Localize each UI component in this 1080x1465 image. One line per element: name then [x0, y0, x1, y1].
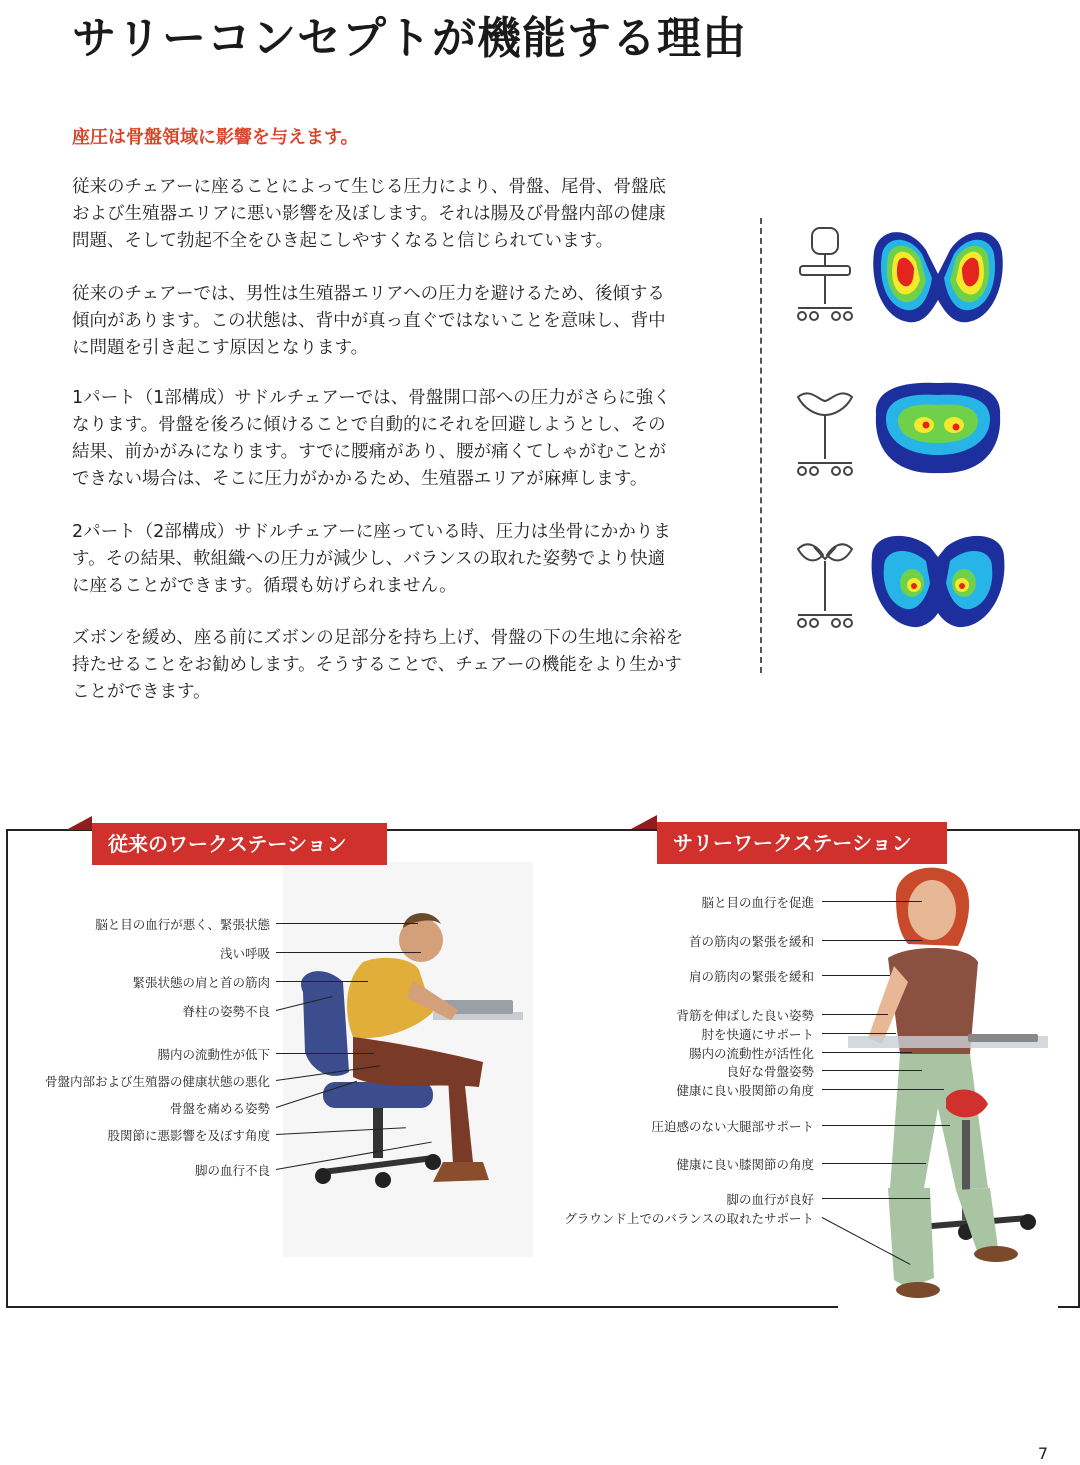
saddle-chair-icon	[790, 375, 860, 483]
paragraph-2	[72, 281, 742, 362]
section-subtitle: 座圧は骨盤領域に影響を与えます。	[72, 127, 359, 148]
right-label: 圧迫感のない大腿部サポート	[651, 1119, 814, 1134]
page-title: サリーコンセプトが機能する理由	[72, 13, 747, 64]
split-saddle-chair-icon	[790, 527, 860, 635]
page-number: 7	[1037, 1444, 1048, 1463]
right-label: 肘を快適にサポート	[701, 1027, 814, 1042]
paragraph-5	[72, 625, 742, 706]
right-label: 脚の血行が良好	[726, 1192, 814, 1207]
left-label: 骨盤を痛める姿勢	[169, 1101, 270, 1116]
right-label: 脳と目の血行を促進	[701, 895, 814, 910]
text-line: できない場合は、そこに圧力がかかるため、生殖器エリアが麻痺します。	[72, 469, 648, 489]
leader-line	[822, 1052, 912, 1053]
text-line: なります。骨盤を後ろに傾けることで自動的にそれを回避しようとし、その	[72, 415, 666, 435]
leader-line	[822, 1163, 926, 1164]
paragraph-1	[72, 174, 742, 255]
left-label: 脚の血行不良	[194, 1163, 270, 1178]
pressure-map-icon	[868, 527, 1008, 635]
banner-tab	[631, 815, 657, 829]
right-label: 良好な骨盤姿勢	[726, 1064, 814, 1079]
text-line: 問題、そして勃起不全をひき起こしやすくなると信じられています。	[72, 231, 614, 251]
text-line: 持たせることをお勧めします。そうすることで、チェアーの機能をより生かす	[72, 655, 682, 675]
left-label: 骨盤内部および生殖器の健康状態の悪化	[44, 1074, 270, 1089]
chair-icon	[790, 222, 860, 330]
leader-line	[822, 1125, 950, 1126]
text-line: 従来のチェアーでは、男性は生殖器エリアへの圧力を避けるため、後傾する	[72, 284, 665, 304]
right-label: 腸内の流動性が活性化	[688, 1046, 814, 1061]
left-label: 腸内の流動性が低下	[157, 1047, 270, 1062]
left-label: 浅い呼吸	[219, 946, 270, 961]
pressure-row-one-part-saddle	[790, 375, 1020, 485]
left-label: 脊柱の姿勢不良	[182, 1004, 270, 1019]
right-label: 背筋を伸ばした良い姿勢	[676, 1008, 814, 1023]
salli-workstation-banner: サリーワークステーション	[657, 822, 947, 864]
text-line: 2パート（2部構成）サドルチェアーに座っている時、圧力は坐骨にかかりま	[72, 522, 671, 542]
left-label: 股関節に悪影響を及ぼす角度	[107, 1128, 270, 1143]
banner-tab	[66, 816, 92, 830]
text-line: 1パート（1部構成）サドルチェアーでは、骨盤開口部への圧力がさらに強く	[72, 388, 671, 408]
leader-line	[276, 1053, 374, 1054]
pressure-row-standard	[790, 222, 1020, 332]
leader-line	[822, 975, 890, 976]
left-label: 脳と目の血行が悪く、緊張状態	[95, 917, 270, 932]
text-line: ズボンを緩め、座る前にズボンの足部分を持ち上げ、骨盤の下の生地に余裕を	[72, 628, 684, 648]
text-line: 従来のチェアーに座ることによって生じる圧力により、骨盤、尾骨、骨盤底	[72, 177, 666, 197]
paragraph-4	[72, 519, 742, 600]
text-line: す。その結果、軟組織への圧力が減少し、バランスの取れた姿勢でより快適	[72, 549, 666, 569]
traditional-workstation-illustration	[283, 862, 533, 1257]
traditional-workstation-banner: 従来のワークステーション	[92, 823, 387, 865]
pressure-map-icon	[868, 375, 1008, 483]
leader-line	[276, 952, 421, 953]
text-line: 傾向があります。この状態は、背中が真っ直ぐではないことを意味し、背中	[72, 311, 666, 331]
leader-line	[276, 923, 418, 924]
paragraph-3	[72, 385, 742, 493]
right-label: グラウンド上でのバランスの取れたサポート	[564, 1211, 814, 1226]
leader-line	[276, 981, 368, 982]
text-line: ことができます。	[72, 682, 211, 702]
right-label: 健康に良い膝関節の角度	[676, 1157, 814, 1172]
dashed-divider	[760, 218, 762, 673]
right-label: 首の筋肉の緊張を緩和	[688, 934, 814, 949]
leader-line	[822, 1014, 888, 1015]
text-line: 結果、前かがみになります。すでに腰痛があり、腰が痛くてしゃがむことが	[72, 442, 667, 462]
right-label: 健康に良い股関節の角度	[676, 1083, 814, 1098]
leader-line	[822, 1033, 896, 1034]
pressure-map-icon	[868, 222, 1008, 330]
text-line: に座ることができます。循環も妨げられません。	[72, 576, 457, 596]
salli-workstation-illustration	[838, 858, 1058, 1308]
leader-line	[822, 1070, 922, 1071]
leader-line	[822, 1198, 930, 1199]
leader-line	[822, 940, 922, 941]
leader-line	[822, 901, 922, 902]
right-label: 肩の筋肉の緊張を緩和	[688, 969, 814, 984]
left-label: 緊張状態の肩と首の筋肉	[132, 975, 270, 990]
text-line: に問題を引き起こす原因となります。	[72, 338, 369, 358]
leader-line	[822, 1089, 944, 1090]
text-line: および生殖器エリアに悪い影響を及ぼします。それは腸及び骨盤内部の健康	[72, 204, 666, 224]
pressure-row-two-part-saddle	[790, 527, 1020, 637]
